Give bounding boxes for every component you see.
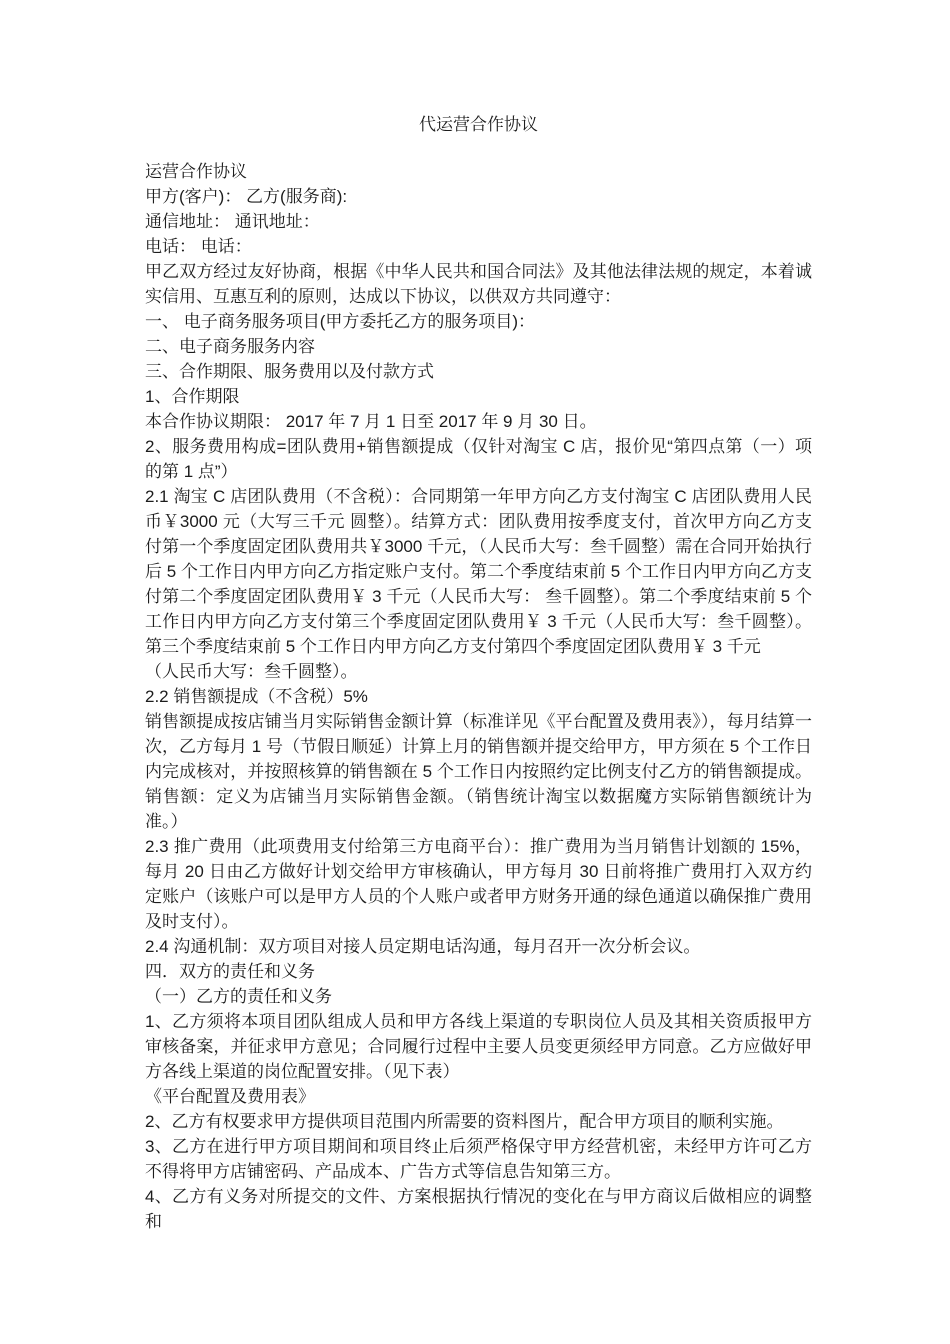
platform-table-ref: 《平台配置及费用表》 (145, 1087, 315, 1106)
cooperation-period: 本合作协议期限： 2017 年 7 月 1 日至 2017 年 9 月 30 日。 (145, 412, 597, 431)
clause-2-1-continuation: （人民币大写：叁千圆整）。 (145, 662, 358, 681)
document-title: 代运营合作协议 (419, 115, 538, 134)
address-line: 通信地址： 通讯地址： (145, 212, 320, 231)
obligation-4: 4、乙方有义务对所提交的文件、方案根据执行情况的变化在与甲方商议后做相应的调整和 (145, 1187, 812, 1231)
document-body (145, 159, 812, 1234)
clause-2-4-communication: 2.4 沟通机制：双方项目对接人员定期电话沟通，每月召开一次分析会议。 (145, 937, 701, 956)
clause-2-1-team-fee: 2.1 淘宝 C 店团队费用（不含税）：合同期第一年甲方向乙方支付淘宝 C 店团队费用人民币￥3000 元（大写三千元 圆整）。结算方式：团队费用按季度支付，首次甲方向乙方支付第一个季度固定团队费用共￥3000 千元，（人民币大写：叁千圆整）需在合同开始执行后 5 个工作日内甲方向乙方指定账户支付。第二个季度结束前 5 个工作日内甲方向乙方支付第二个季度固定团队费用￥ 3 千元（人民币大写： 叁千圆整）。第二个季度结束前 5 个工作日内甲方向乙方支付第三个季度固定团队费用￥ 3 千元（人民币大写：叁千圆整）。第三个季度结束前 5 个工作日内甲方向乙方支付第四个季度固定团队费用￥ 3 千元 (145, 487, 812, 656)
section-4-1-heading: （一）乙方的责任和义务 (145, 987, 332, 1006)
commission-detail: 销售额提成按店铺当月实际销售金额计算（标准详见《平台配置及费用表》），每月结算一次，乙方每月 1 号（节假日顺延）计算上月的销售额并提交给甲方，甲方须在 5 个工作日内完成核对，并按照核算的销售额在 5 个工作日内按照约定比例支付乙方的销售额提成。销售额：定义为店铺当月实际销售金额。（销售统计淘宝以数据魔方实际销售额统计为准。） (145, 712, 812, 831)
section-2-heading: 二、电子商务服务内容 (145, 337, 315, 356)
clause-1-heading: 1、合作期限 (145, 387, 240, 406)
section-1-heading: 一、 电子商务服务项目(甲方委托乙方的服务项目)： (145, 312, 536, 331)
obligation-3: 3、乙方在进行甲方项目期间和项目终止后须严格保守甲方经营机密，未经甲方许可乙方不得将甲方店铺密码、产品成本、广告方式等信息告知第三方。 (145, 1137, 812, 1181)
obligation-2: 2、乙方有权要求甲方提供项目范围内所需要的资料图片，配合甲方项目的顺利实施。 (145, 1112, 784, 1131)
preamble: 甲乙双方经过友好协商，根据《中华人民共和国合同法》及其他法律法规的规定，本着诚实信用、互惠互利的原则，达成以下协议，以供双方共同遵守： (145, 262, 812, 306)
clause-2-2-commission: 2.2 销售额提成（不含税）5% (145, 687, 368, 706)
subtitle: 运营合作协议 (145, 162, 247, 181)
section-4-heading: 四．双方的责任和义务 (145, 962, 315, 981)
parties-line: 甲方(客户)： 乙方(服务商): (145, 187, 348, 206)
section-3-heading: 三、合作期限、服务费用以及付款方式 (145, 362, 434, 381)
phone-line: 电话： 电话： (145, 237, 252, 256)
clause-2-3-promotion-fee: 2.3 推广费用（此项费用支付给第三方电商平台）：推广费用为当月销售计划额的 15%，每月 20 日由乙方做好计划交给甲方审核确认，甲方每月 30 日前将推广费用打入双方约定账户（该账户可以是甲方人员的个人账户或者甲方财务开通的绿色通道以确保推广费用及时支付）。 (145, 837, 812, 931)
obligation-1: 1、乙方须将本项目团队组成人员和甲方各线上渠道的专职岗位人员及其相关资质报甲方审核备案，并征求甲方意见；合同履行过程中主要人员变更须经甲方同意。乙方应做好甲方各线上渠道的岗位配置安排。（见下表） (145, 1012, 812, 1081)
clause-2-fee-structure: 2、服务费用构成=团队费用+销售额提成（仅针对淘宝 C 店，报价见“第四点第（一）项的第 1 点”） (145, 437, 812, 481)
